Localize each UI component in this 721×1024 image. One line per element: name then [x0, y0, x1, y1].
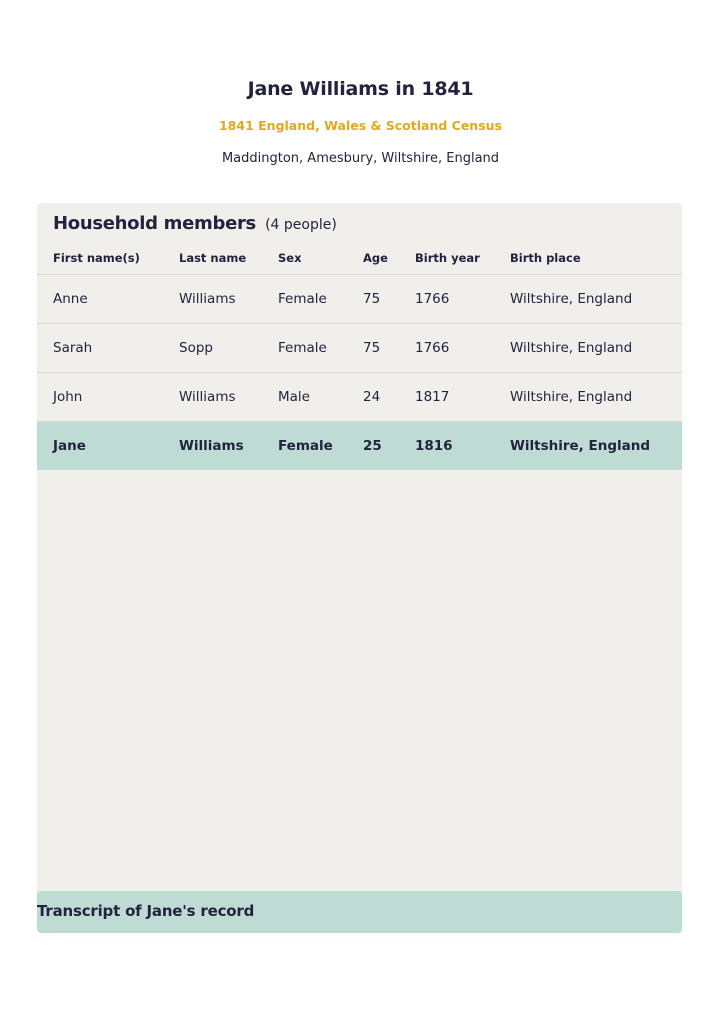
table-row[interactable] [37, 372, 682, 421]
table-row[interactable] [37, 274, 682, 323]
cell-sex: Male [278, 372, 363, 421]
cell-birth-year: 1816 [415, 421, 510, 470]
cell-sex: Female [278, 421, 363, 470]
cell-age: 75 [363, 274, 415, 323]
cell-sex: Female [278, 323, 363, 372]
cell-birth-place: Wiltshire, England [510, 274, 682, 323]
cell-birth-place: Wiltshire, England [510, 372, 682, 421]
household-table [37, 243, 682, 470]
cell-age: 25 [363, 421, 415, 470]
transcript-heading: Transcript of Jane's record [37, 902, 255, 920]
cell-birth-place: Wiltshire, England [510, 421, 682, 470]
household-panel [37, 203, 682, 933]
cell-age: 75 [363, 323, 415, 372]
cell-first-name: Jane [37, 421, 179, 470]
cell-birth-year: 1766 [415, 323, 510, 372]
cell-first-name: Sarah [37, 323, 179, 372]
cell-birth-year: 1817 [415, 372, 510, 421]
col-header-last-name: Last name [179, 243, 278, 274]
table-row-highlighted[interactable] [37, 421, 682, 470]
cell-last-name: Williams [179, 421, 278, 470]
cell-birth-year: 1766 [415, 274, 510, 323]
household-count: (4 people) [265, 217, 337, 233]
table-row[interactable] [37, 323, 682, 372]
cell-last-name: Williams [179, 372, 278, 421]
cell-age: 24 [363, 372, 415, 421]
col-header-birth-place: Birth place [510, 243, 682, 274]
cell-birth-place: Wiltshire, England [510, 323, 682, 372]
collection-link[interactable]: 1841 England, Wales & Scotland Census [218, 118, 502, 133]
record-location: Maddington, Amesbury, Wiltshire, England [221, 151, 500, 166]
cell-first-name: John [37, 372, 179, 421]
cell-last-name: Sopp [179, 323, 278, 372]
transcript-section-header[interactable] [37, 891, 682, 933]
table-header-row [37, 243, 682, 274]
household-heading-title: Household members [53, 213, 256, 234]
col-header-birth-year: Birth year [415, 243, 510, 274]
col-header-first-name: First name(s) [37, 243, 179, 274]
household-heading [53, 213, 337, 234]
cell-sex: Female [278, 274, 363, 323]
cell-last-name: Williams [179, 274, 278, 323]
col-header-age: Age [363, 243, 415, 274]
page-title: Jane Williams in 1841 [247, 78, 474, 100]
col-header-sex: Sex [278, 243, 363, 274]
cell-first-name: Anne [37, 274, 179, 323]
